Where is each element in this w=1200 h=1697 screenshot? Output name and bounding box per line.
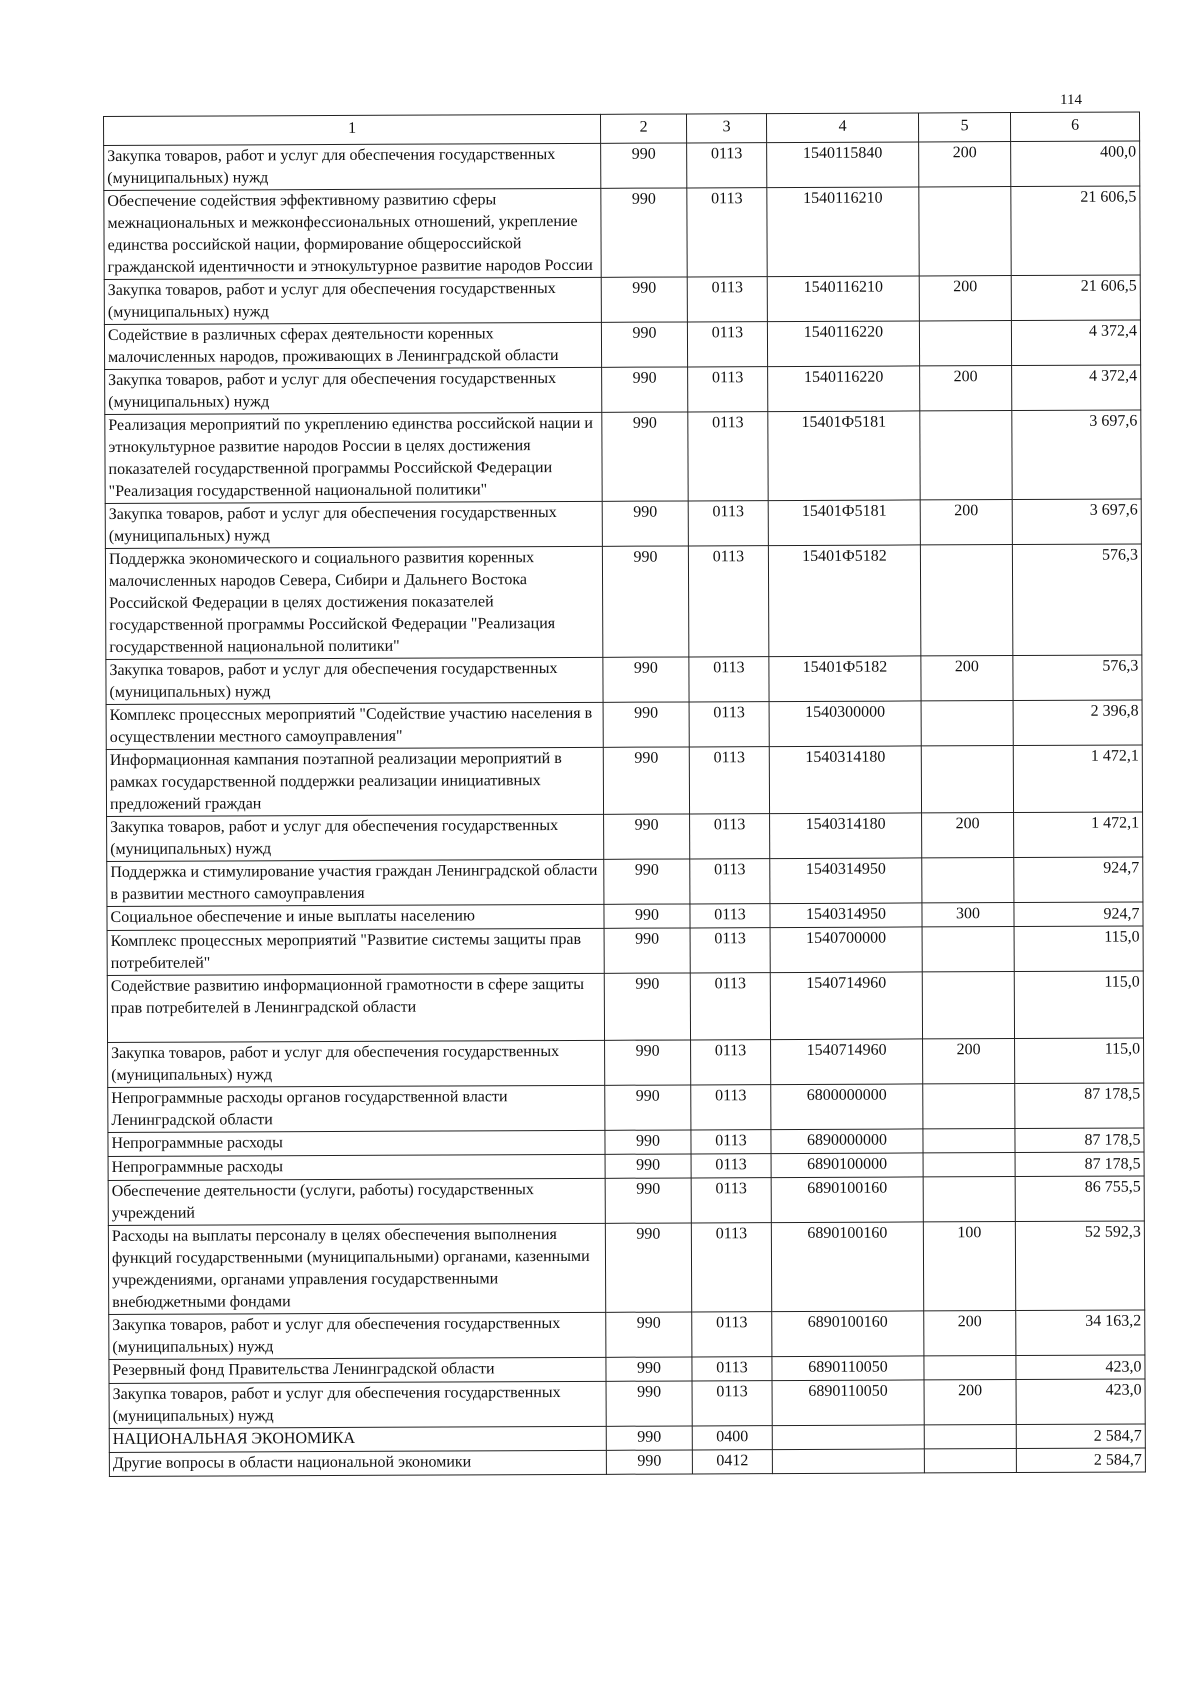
row-expense-type-cell — [924, 1425, 1016, 1449]
row-section-cell: 0113 — [687, 143, 767, 188]
row-expense-type-cell: 200 — [924, 1311, 1016, 1356]
row-section-cell: 0412 — [692, 1450, 772, 1474]
column-header-4: 4 — [766, 113, 918, 143]
row-target-article-cell: 6890110050 — [772, 1380, 924, 1426]
row-name-cell: Непрограммные расходы — [108, 1154, 605, 1180]
row-target-article-cell: 1540714960 — [770, 972, 922, 1040]
row-admin-code-cell: 990 — [606, 1426, 692, 1450]
budget-table — [103, 111, 1146, 1477]
row-name-cell: Социальное обеспечение и иные выплаты населению — [107, 904, 604, 930]
row-admin-code-cell: 990 — [603, 657, 689, 702]
row-amount-cell: 3 697,6 — [1012, 499, 1141, 545]
table-row — [104, 186, 1140, 280]
row-name-cell: Содействие развитию информационной грамотности в сфере защиты прав потребителей в Ленинградской области — [107, 973, 604, 1042]
row-name-cell: Комплекс процессных мероприятий "Содействие участию населения в осуществлении местного самоуправления" — [106, 702, 603, 749]
row-name-cell: Обеспечение деятельности (услуги, работы) государственных учреждений — [108, 1178, 605, 1225]
row-expense-type-cell: 200 — [919, 276, 1011, 321]
table-row — [106, 745, 1142, 817]
row-target-article-cell: 6890100160 — [772, 1311, 924, 1357]
row-expense-type-cell: 200 — [922, 813, 1014, 858]
row-section-cell: 0113 — [690, 859, 770, 904]
row-section-cell: 0113 — [690, 928, 770, 973]
table-body — [104, 141, 1146, 1477]
table-row — [106, 655, 1142, 705]
table-row — [105, 410, 1141, 504]
row-admin-code-cell: 990 — [606, 1450, 692, 1474]
table-row — [107, 857, 1143, 907]
table-row — [104, 275, 1140, 325]
header-row — [104, 112, 1140, 146]
row-target-article-cell: 1540314180 — [769, 746, 921, 814]
row-admin-code-cell: 990 — [602, 546, 688, 657]
row-name-cell: Поддержка экономического и социального развития коренных малочисленных народов Севера, Сибири и Дальнего Востока Российской Федерации в целях достижения показателей государственной программы Российской Федерации "Реализация государственной национальной политики" — [105, 546, 602, 659]
row-name-cell: Непрограммные расходы органов государственной власти Ленинградской области — [108, 1085, 605, 1132]
row-admin-code-cell: 990 — [605, 1130, 691, 1154]
row-amount-cell: 4 372,4 — [1012, 365, 1141, 411]
row-amount-cell: 2 584,7 — [1016, 1424, 1145, 1449]
table-row — [108, 1176, 1144, 1226]
row-admin-code-cell: 990 — [605, 1223, 691, 1312]
row-admin-code-cell: 990 — [605, 1154, 691, 1178]
row-target-article-cell: 1540116220 — [768, 366, 920, 412]
column-header-6: 6 — [1010, 112, 1139, 142]
row-admin-code-cell: 990 — [601, 143, 687, 188]
row-expense-type-cell — [921, 746, 1013, 813]
row-expense-type-cell — [922, 858, 1014, 903]
row-expense-type-cell — [924, 1449, 1016, 1473]
row-amount-cell: 115,0 — [1014, 926, 1143, 972]
row-target-article-cell: 6890100000 — [771, 1153, 923, 1178]
row-expense-type-cell — [921, 701, 1013, 746]
row-admin-code-cell: 990 — [603, 747, 689, 814]
row-admin-code-cell: 990 — [604, 904, 690, 928]
row-target-article-cell: 1540300000 — [769, 701, 921, 747]
row-section-cell: 0113 — [688, 367, 768, 412]
table-row — [107, 971, 1143, 1043]
row-amount-cell: 924,7 — [1014, 902, 1143, 927]
row-amount-cell: 4 372,4 — [1011, 320, 1140, 366]
column-header-3: 3 — [686, 114, 766, 143]
row-section-cell: 0113 — [691, 1223, 771, 1312]
row-admin-code-cell: 990 — [602, 367, 688, 412]
row-section-cell: 0113 — [691, 1178, 771, 1223]
row-section-cell: 0113 — [690, 973, 770, 1040]
row-target-article-cell: 15401Ф5182 — [769, 656, 921, 702]
table-row — [107, 812, 1143, 862]
row-amount-cell: 400,0 — [1011, 141, 1140, 187]
row-section-cell: 0113 — [689, 657, 769, 702]
row-name-cell: Закупка товаров, работ и услуг для обеспечения государственных (муниципальных) нужд — [108, 1040, 605, 1087]
row-amount-cell: 3 697,6 — [1012, 410, 1141, 500]
row-expense-type-cell — [919, 187, 1011, 276]
row-section-cell: 0113 — [692, 1357, 772, 1381]
row-name-cell: Закупка товаров, работ и услуг для обеспечения государственных (муниципальных) нужд — [107, 814, 604, 861]
row-name-cell: Закупка товаров, работ и услуг для обеспечения государственных (муниципальных) нужд — [105, 501, 602, 548]
row-admin-code-cell: 990 — [605, 1040, 691, 1085]
row-expense-type-cell: 200 — [920, 500, 1012, 545]
row-target-article-cell: 6890000000 — [771, 1129, 923, 1154]
row-target-article-cell: 1540700000 — [770, 927, 922, 973]
row-amount-cell: 87 178,5 — [1015, 1152, 1144, 1177]
table-row — [109, 1448, 1145, 1477]
row-admin-code-cell: 990 — [602, 412, 688, 501]
row-section-cell: 0400 — [692, 1426, 772, 1450]
row-target-article-cell: 1540314180 — [770, 813, 922, 859]
row-target-article-cell: 15401Ф5182 — [768, 545, 920, 657]
row-expense-type-cell: 200 — [921, 656, 1013, 701]
row-target-article-cell: 1540115840 — [767, 142, 919, 188]
row-target-article-cell: 1540714960 — [771, 1039, 923, 1085]
row-section-cell: 0113 — [688, 546, 768, 657]
row-target-article-cell: 1540116210 — [767, 276, 919, 322]
row-expense-type-cell — [923, 1084, 1015, 1129]
row-admin-code-cell: 990 — [603, 702, 689, 747]
row-name-cell: Закупка товаров, работ и услуг для обеспечения государственных (муниципальных) нужд — [109, 1312, 606, 1359]
row-target-article-cell: 6890100160 — [771, 1177, 923, 1223]
row-name-cell: Обеспечение содействия эффективному развитию сферы межнациональных и межконфессиональных отношений, укрепление единства российской нации, формирование общероссийской гражданской идентичности и этнокультурное развитие народов России — [104, 188, 601, 279]
table-row — [109, 1310, 1145, 1360]
row-target-article-cell: 15401Ф5181 — [768, 500, 920, 546]
row-amount-cell: 2 584,7 — [1016, 1448, 1145, 1473]
row-admin-code-cell: 990 — [604, 859, 690, 904]
row-target-article-cell: 6800000000 — [771, 1084, 923, 1130]
row-section-cell: 0113 — [687, 188, 767, 277]
row-amount-cell: 87 178,5 — [1015, 1128, 1144, 1153]
table-row — [104, 141, 1140, 191]
row-expense-type-cell — [920, 411, 1012, 500]
row-amount-cell: 423,0 — [1016, 1379, 1145, 1425]
column-header-5: 5 — [918, 113, 1010, 142]
row-name-cell: Закупка товаров, работ и услуг для обеспечения государственных (муниципальных) нужд — [104, 277, 601, 324]
row-amount-cell: 576,3 — [1013, 655, 1142, 701]
row-expense-type-cell — [922, 927, 1014, 972]
row-amount-cell: 115,0 — [1015, 1038, 1144, 1084]
row-section-cell: 0113 — [688, 501, 768, 546]
row-amount-cell: 1 472,1 — [1014, 812, 1143, 858]
row-admin-code-cell: 990 — [605, 1085, 691, 1130]
row-name-cell: Резервный фонд Правительства Ленинградской области — [109, 1357, 606, 1383]
row-name-cell: Закупка товаров, работ и услуг для обеспечения государственных (муниципальных) нужд — [104, 143, 601, 190]
row-admin-code-cell: 990 — [606, 1357, 692, 1381]
row-name-cell: Закупка товаров, работ и услуг для обеспечения государственных (муниципальных) нужд — [105, 367, 602, 414]
row-admin-code-cell: 990 — [604, 814, 690, 859]
row-expense-type-cell — [923, 1129, 1015, 1153]
row-section-cell: 0113 — [690, 904, 770, 928]
row-name-cell: НАЦИОНАЛЬНАЯ ЭКОНОМИКА — [109, 1426, 606, 1452]
table-row — [106, 700, 1142, 750]
row-expense-type-cell — [923, 1177, 1015, 1222]
row-name-cell: Другие вопросы в области национальной экономики — [109, 1450, 606, 1476]
table-row — [105, 544, 1141, 660]
row-section-cell: 0113 — [692, 1381, 772, 1426]
row-amount-cell: 924,7 — [1014, 857, 1143, 903]
column-header-1: 1 — [104, 114, 601, 145]
row-admin-code-cell: 990 — [602, 501, 688, 546]
row-expense-type-cell: 200 — [923, 1039, 1015, 1084]
row-section-cell: 0113 — [691, 1040, 771, 1085]
row-expense-type-cell: 100 — [923, 1222, 1015, 1311]
row-name-cell: Комплекс процессных мероприятий "Развитие системы защиты прав потребителей" — [107, 928, 604, 975]
table-row — [104, 320, 1140, 370]
row-amount-cell: 423,0 — [1016, 1355, 1145, 1380]
row-amount-cell: 86 755,5 — [1015, 1176, 1144, 1222]
table-row — [108, 1038, 1144, 1088]
row-target-article-cell: 1540314950 — [770, 858, 922, 904]
row-expense-type-cell — [924, 1356, 1016, 1380]
row-name-cell: Закупка товаров, работ и услуг для обеспечения государственных (муниципальных) нужд — [109, 1381, 606, 1428]
row-section-cell: 0113 — [687, 277, 767, 322]
row-name-cell: Расходы на выплаты персоналу в целях обеспечения выполнения функций государственными (муниципальными) органами, казенными учреждениями, органами управления государственными внебюджетными фондами — [108, 1223, 605, 1314]
row-admin-code-cell: 990 — [601, 322, 687, 367]
row-name-cell: Поддержка и стимулирование участия граждан Ленинградской области в развитии местного самоуправления — [107, 859, 604, 906]
row-expense-type-cell — [920, 545, 1012, 656]
row-amount-cell: 34 163,2 — [1016, 1310, 1145, 1356]
row-section-cell: 0113 — [687, 322, 767, 367]
row-amount-cell: 2 396,8 — [1013, 700, 1142, 746]
row-amount-cell: 52 592,3 — [1015, 1221, 1144, 1311]
row-admin-code-cell: 990 — [606, 1381, 692, 1426]
table-row — [107, 926, 1143, 976]
table-row — [105, 499, 1141, 549]
row-name-cell: Информационная кампания поэтапной реализации мероприятий в рамках государственной поддержки реализации инициативных предложений граждан — [106, 747, 603, 816]
page-number: 114 — [1060, 92, 1082, 108]
column-header-2: 2 — [600, 114, 686, 143]
row-target-article-cell — [772, 1449, 924, 1474]
row-admin-code-cell: 990 — [601, 188, 687, 277]
row-admin-code-cell: 990 — [604, 928, 690, 973]
row-section-cell: 0113 — [691, 1130, 771, 1154]
row-target-article-cell: 1540116220 — [767, 321, 919, 367]
row-section-cell: 0113 — [689, 702, 769, 747]
row-admin-code-cell: 990 — [605, 1178, 691, 1223]
row-section-cell: 0113 — [691, 1154, 771, 1178]
row-target-article-cell: 6890110050 — [772, 1356, 924, 1381]
row-name-cell: Реализация мероприятий по укреплению единства российской нации и этнокультурное развитие народов России в целях достижения показателей государственной программы Российской Федерации "Реализация государственной национальной политики" — [105, 412, 602, 503]
row-section-cell: 0113 — [689, 747, 769, 814]
row-section-cell: 0113 — [690, 814, 770, 859]
row-target-article-cell: 1540314950 — [770, 903, 922, 928]
row-target-article-cell: 15401Ф5181 — [768, 411, 920, 501]
row-name-cell: Непрограммные расходы — [108, 1130, 605, 1156]
row-expense-type-cell: 200 — [920, 366, 1012, 411]
row-target-article-cell — [772, 1425, 924, 1450]
row-target-article-cell: 6890100160 — [771, 1222, 923, 1312]
row-expense-type-cell: 300 — [922, 903, 1014, 927]
table-row — [108, 1083, 1144, 1133]
row-target-article-cell: 1540116210 — [767, 187, 919, 277]
row-section-cell: 0113 — [692, 1312, 772, 1357]
row-expense-type-cell: 200 — [924, 1380, 1016, 1425]
row-amount-cell: 21 606,5 — [1011, 186, 1140, 276]
table-row — [109, 1379, 1145, 1429]
row-admin-code-cell: 990 — [604, 973, 690, 1040]
row-section-cell: 0113 — [688, 412, 768, 501]
document-sheet — [103, 111, 1145, 1477]
row-amount-cell: 576,3 — [1012, 544, 1141, 656]
row-amount-cell: 1 472,1 — [1013, 745, 1142, 813]
row-admin-code-cell: 990 — [601, 277, 687, 322]
row-expense-type-cell — [922, 972, 1014, 1039]
row-admin-code-cell: 990 — [606, 1312, 692, 1357]
row-amount-cell: 115,0 — [1014, 971, 1143, 1039]
row-expense-type-cell: 200 — [919, 142, 1011, 187]
table-row — [105, 365, 1141, 415]
row-expense-type-cell — [923, 1153, 1015, 1177]
table-row — [108, 1221, 1144, 1315]
row-amount-cell: 21 606,5 — [1011, 275, 1140, 321]
row-amount-cell: 87 178,5 — [1015, 1083, 1144, 1129]
row-name-cell: Содействие в различных сферах деятельности коренных малочисленных народов, проживающих в Ленинградской области — [104, 322, 601, 369]
row-section-cell: 0113 — [691, 1085, 771, 1130]
row-name-cell: Закупка товаров, работ и услуг для обеспечения государственных (муниципальных) нужд — [106, 657, 603, 704]
row-expense-type-cell — [919, 321, 1011, 366]
